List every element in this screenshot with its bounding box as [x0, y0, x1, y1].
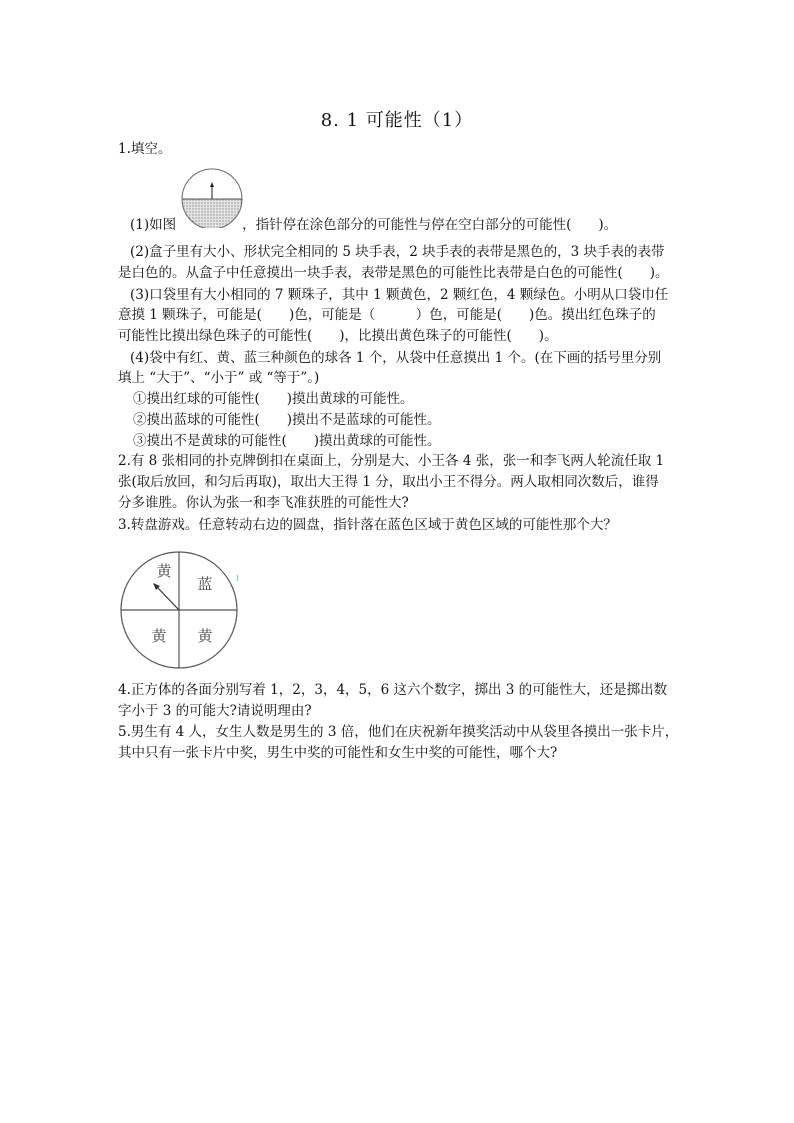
q1-part1-post: ，指针停在涂色部分的可能性与停在空白部分的可能性( )。 [242, 217, 618, 233]
q2-line2: 张(取后放回，和匀后再取)，取出大王得 1 分，取出小王不得分。两人取相同次数后，谁得 [118, 474, 659, 490]
q1-sub3: ③摸出不是黄球的可能性( )摸出黄球的可能性。 [133, 433, 441, 449]
q1-part1 [130, 216, 617, 234]
spinner-label-top-right: 蓝 [197, 575, 213, 593]
page-title: 8. 1 可能性（1） [320, 110, 474, 131]
spinner-label-bottom-right: 黄 [197, 627, 213, 645]
q1-part3-line2: 意摸 1 颗珠子，可能是( )色，可能是（ ）色，可能是( )色。摸出红色珠子的 [118, 307, 656, 323]
q2-line3: 分多谁胜。你认为张一和李飞准获胜的可能性大? [118, 495, 409, 511]
q2-line1: 2.有 8 张相同的扑克牌倒扣在桌面上，分别是大、小王各 4 张，张一和李飞两人轮流任取 1 [118, 453, 665, 469]
q1-part3-line3: 可能性比摸出绿色珠子的可能性( )，比摸出黄色珠子的可能性( )。 [118, 328, 558, 344]
spinner-label-bottom-left: 黄 [151, 627, 167, 645]
q1-part1-pre: (1)如图 [130, 217, 177, 233]
q1-part4-line2: 填上 “大于”、“小于” 或 “等于”。) [118, 370, 320, 386]
spinner-label-top-left: 黄 [156, 562, 172, 580]
q1-sub1: ①摸出红球的可能性( )摸出黄球的可能性。 [133, 391, 414, 407]
q1-label: 1.填空。 [118, 141, 172, 157]
small-mark [237, 575, 238, 581]
q1-part2-line2: 是白色的。从盒子中任意摸出一块手表，表带是黑色的可能性比表带是白色的可能性( )。 [118, 265, 669, 281]
q5-line1: 5.男生有 4 人，女生人数是男生的 3 倍，他们在庆祝新年摸奖活动中从袋里各摸出一张卡片， [118, 724, 679, 740]
spinner-disc [118, 550, 244, 670]
q1-part4-line1: (4)袋中有红、黄、蓝三种颜色的球各 1 个，从袋中任意摸出 1 个。(在下画的括号里分别 [130, 350, 662, 366]
q3-line1: 3.转盘游戏。任意转动右边的圆盘，指针落在蓝色区域于黄色区域的可能性那个大？ [118, 517, 617, 533]
q1-part3-line1: (3)口袋里有大小相同的 7 颗珠子，其中 1 颗黄色，2 颗红色，4 颗绿色。小明从口袋巾任 [130, 287, 669, 303]
q4-line1: 4.正方体的各面分别写着 1，2，3，4，5，6 这六个数字，掷出 3 的可能性大，还是掷出数 [118, 682, 668, 698]
q1-part2-line1: (2)盒子里有大小、形状完全相同的 5 块手表，2 块手表的表带是黑色的，3 块手表的表带 [130, 244, 665, 260]
q5-line2: 其中只有一张卡片中奖，男生中奖的可能性和女生中奖的可能性，哪个大? [118, 745, 558, 761]
q4-line2: 字小于 3 的可能大?请说明理由? [118, 703, 312, 719]
q1-sub2: ②摸出蓝球的可能性( )摸出不是蓝球的可能性。 [133, 412, 441, 428]
